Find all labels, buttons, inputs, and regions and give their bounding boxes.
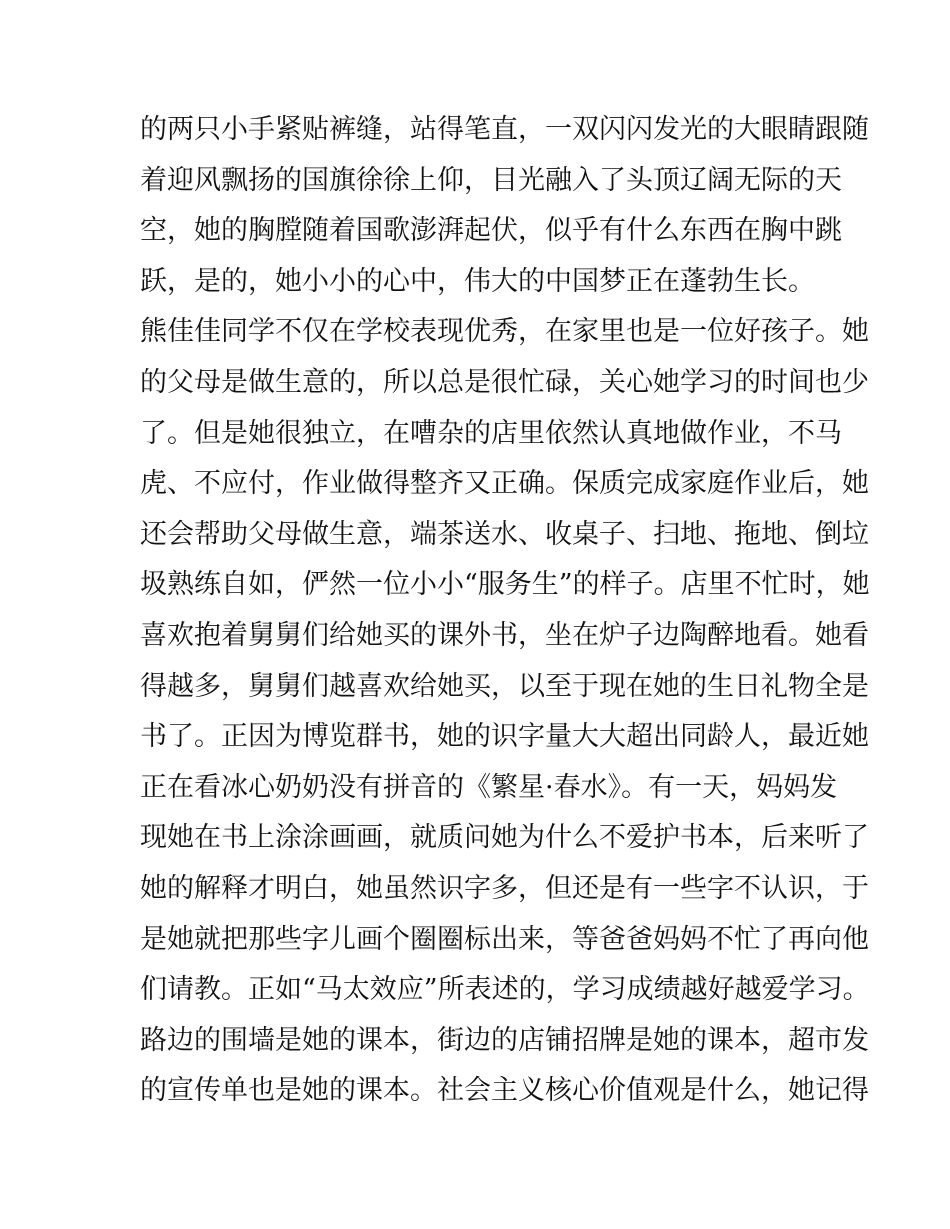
text-line: 她的解释才明白，她虽然识字多，但还是有一些字不认识，于 bbox=[140, 872, 869, 904]
text-line: 书了。正因为博览群书，她的识字量大大超出同龄人，最近她 bbox=[140, 721, 869, 753]
text-line: 空，她的胸膛随着国歌澎湃起伏，似乎有什么东西在胸中跳 bbox=[140, 215, 842, 247]
text-line: 跃，是的，她小小的心中，伟大的中国梦正在蓬勃生长。 bbox=[140, 265, 815, 297]
text-line: 着迎风飘扬的国旗徐徐上仰，目光融入了头顶辽阔无际的天 bbox=[140, 164, 842, 196]
text-line: 正在看冰心奶奶没有拼音的《繁星·春水》。有一天，妈妈发 bbox=[140, 771, 838, 803]
text-line: 的两只小手紧贴裤缝，站得笔直，一双闪闪发光的大眼睛跟随 bbox=[140, 114, 869, 145]
text-line: 路边的围墙是她的课本，街边的店铺招牌是她的课本，超市发 bbox=[140, 1024, 869, 1056]
text-line: 现她在书上涂涂画画，就质问她为什么不爱护书本，后来听了 bbox=[140, 822, 869, 854]
text-line: 熊佳佳同学不仅在学校表现优秀，在家里也是一位好孩子。她 bbox=[140, 316, 869, 348]
text-line: 圾熟练自如，俨然一位小小“服务生”的样子。店里不忙时，她 bbox=[140, 569, 870, 601]
body-text bbox=[140, 105, 870, 1117]
text-line: 还会帮助父母做生意，端茶送水、收桌子、扫地、拖地、倒垃 bbox=[140, 518, 869, 550]
text-line: 的宣传单也是她的课本。社会主义核心价值观是什么，她记得 bbox=[140, 1075, 869, 1107]
text-line: 们请教。正如“马太效应”所表述的，学习成绩越好越爱学习。 bbox=[140, 974, 870, 1006]
text-line: 的父母是做生意的，所以总是很忙碌，关心她学习的时间也少 bbox=[140, 366, 869, 398]
text-line: 得越多，舅舅们越喜欢给她买，以至于现在她的生日礼物全是 bbox=[140, 670, 869, 702]
text-line: 是她就把那些字儿画个圈圈标出来，等爸爸妈妈不忙了再向他 bbox=[140, 923, 869, 955]
text-line: 了。但是她很独立，在嘈杂的店里依然认真地做作业，不马 bbox=[140, 417, 842, 449]
text-line: 虎、不应付，作业做得整齐又正确。保质完成家庭作业后，她 bbox=[140, 468, 869, 500]
text-line: 喜欢抱着舅舅们给她买的课外书，坐在炉子边陶醉地看。她看 bbox=[140, 619, 869, 651]
